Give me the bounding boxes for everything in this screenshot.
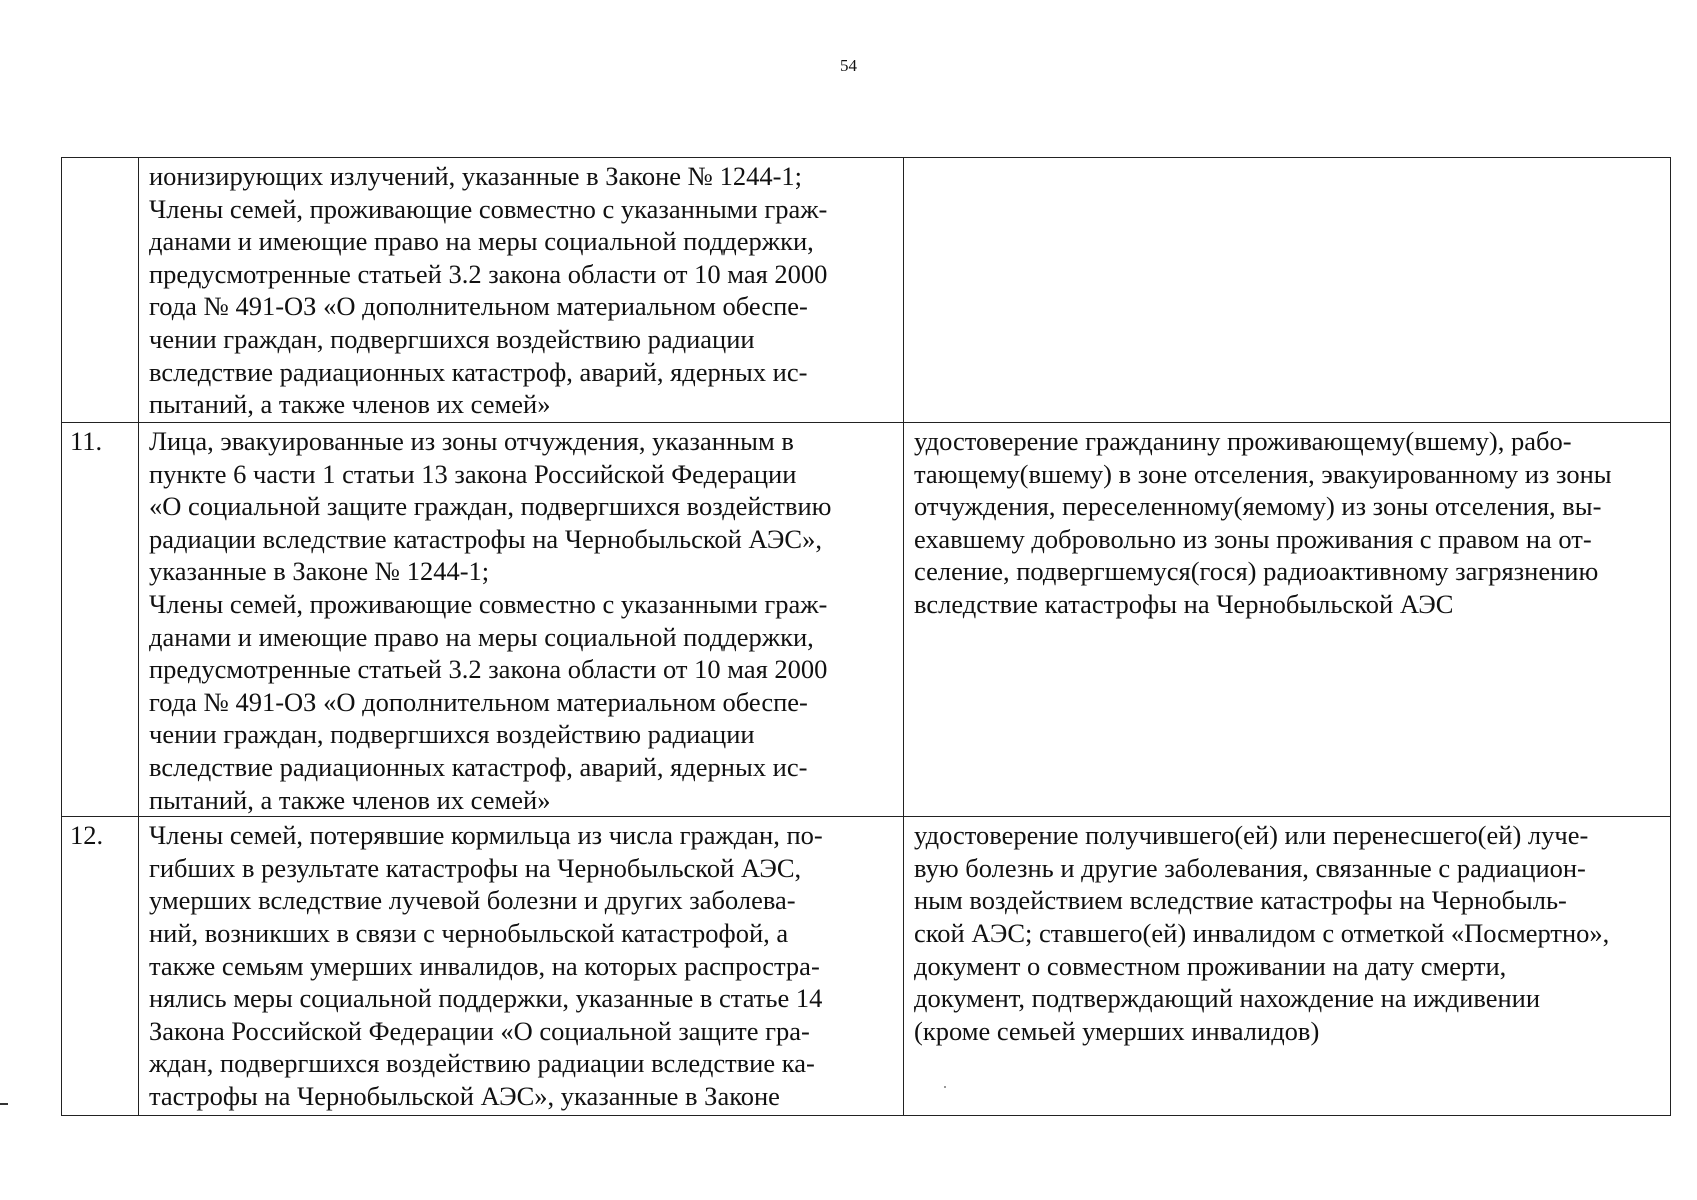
- text-line: года № 491-ОЗ «О дополнительном материальном обеспе-: [149, 291, 808, 322]
- scan-speck: [944, 1086, 946, 1088]
- text-line: чении граждан, подвергшихся воздействию радиации: [149, 323, 755, 354]
- table-row: [62, 423, 1671, 817]
- text-line: тастрофы на Чернобыльской АЭС», указанные в Законе: [149, 1080, 780, 1111]
- text-line: тающему(вшему) в зоне отселения, эвакуированному из зоны: [914, 458, 1612, 489]
- text-line: ным воздействием вследствие катастрофы на Чернобыль-: [914, 885, 1567, 916]
- text-line: вследствие катастрофы на Чернобыльской АЭС: [914, 588, 1454, 619]
- row-number-cell: [62, 423, 139, 817]
- text-line: Лица, эвакуированные из зоны отчуждения, указанным в: [149, 426, 794, 456]
- table-row: [62, 817, 1671, 1116]
- required-document-cell: [904, 817, 1671, 1116]
- benefits-table: [61, 157, 1671, 1116]
- row-number-cell: [62, 817, 139, 1116]
- text-line: указанные в Законе № 1244-1;: [149, 556, 490, 587]
- text-line: данами и имеющие право на меры социальной поддержки,: [149, 226, 814, 257]
- text-line: пытаний, а также членов их семей»: [149, 784, 551, 815]
- recipient-category-cell: [139, 158, 904, 423]
- text-line: документ о совместном проживании на дату смерти,: [914, 950, 1507, 981]
- text-line: предусмотренные статьей 3.2 закона области от 10 мая 2000: [149, 654, 828, 685]
- text-line: Члены семей, проживающие совместно с указанными граж-: [149, 193, 828, 224]
- text-line: селение, подвергшемуся(гося) радиоактивному загрязнению: [914, 556, 1599, 587]
- text-line: Члены семей, потерявшие кормильца из числа граждан, по-: [149, 820, 823, 851]
- required-document-cell: [904, 423, 1671, 817]
- text-line: чении граждан, подвергшихся воздействию радиации: [149, 719, 755, 750]
- text-line: «О социальной защите граждан, подвергшихся воздействию: [149, 491, 832, 522]
- text-line: Закона Российской Федерации «О социальной защите гра-: [149, 1015, 810, 1046]
- text-line: Члены семей, проживающие совместно с указанными граж-: [149, 588, 828, 619]
- text-line: предусмотренные статьей 3.2 закона области от 10 мая 2000: [149, 258, 828, 289]
- text-line: удостоверение гражданину проживающему(вшему), рабо-: [914, 426, 1572, 456]
- text-line: вследствие радиационных катастроф, аварий, ядерных ис-: [149, 356, 808, 387]
- text-line: ехавшему добровольно из зоны проживания с правом на от-: [914, 523, 1592, 554]
- row-number: 12.: [70, 820, 104, 851]
- text-line: ний, возникших в связи с чернобыльской катастрофой, а: [149, 917, 789, 948]
- text-line: года № 491-ОЗ «О дополнительном материальном обеспе-: [149, 686, 808, 717]
- text-line: вую болезнь и другие заболевания, связанные с радиацион-: [914, 852, 1586, 883]
- text-line: ской АЭС; ставшего(ей) инвалидом с отметкой «Посмертно»,: [914, 917, 1610, 948]
- table-row: [62, 158, 1671, 423]
- recipient-category-cell: [139, 817, 904, 1116]
- text-line: умерших вследствие лучевой болезни и других заболева-: [149, 885, 796, 916]
- text-line: также семьям умерших инвалидов, на которых распростра-: [149, 950, 820, 981]
- text-line: вследствие радиационных катастроф, аварий, ядерных ис-: [149, 751, 808, 782]
- text-line: пытаний, а также членов их семей»: [149, 389, 551, 420]
- text-line: удостоверение получившего(ей) или перенесшего(ей) луче-: [914, 820, 1589, 851]
- text-line: гибших в результате катастрофы на Чернобыльской АЭС,: [149, 852, 802, 883]
- row-number-cell: [62, 158, 139, 423]
- text-line: ионизирующих излучений, указанные в Законе № 1244-1;: [149, 161, 803, 191]
- text-line: отчуждения, переселенному(яемому) из зоны отселения, вы-: [914, 491, 1602, 522]
- text-line: нялись меры социальной поддержки, указанные в статье 14: [149, 983, 823, 1014]
- margin-mark: [0, 1103, 8, 1105]
- page-number: 54: [840, 56, 857, 75]
- text-line: радиации вследствие катастрофы на Чернобыльской АЭС»,: [149, 523, 822, 554]
- text-line: (кроме семьей умерших инвалидов): [914, 1015, 1320, 1046]
- text-line: данами и имеющие право на меры социальной поддержки,: [149, 621, 814, 652]
- required-document-cell: [904, 158, 1671, 423]
- text-line: пункте 6 части 1 статьи 13 закона Российской Федерации: [149, 458, 797, 489]
- text-line: ждан, подвергшихся воздействию радиации вследствие ка-: [149, 1048, 815, 1079]
- text-line: документ, подтверждающий нахождение на иждивении: [914, 983, 1540, 1014]
- row-number: 11.: [70, 426, 103, 456]
- recipient-category-cell: [139, 423, 904, 817]
